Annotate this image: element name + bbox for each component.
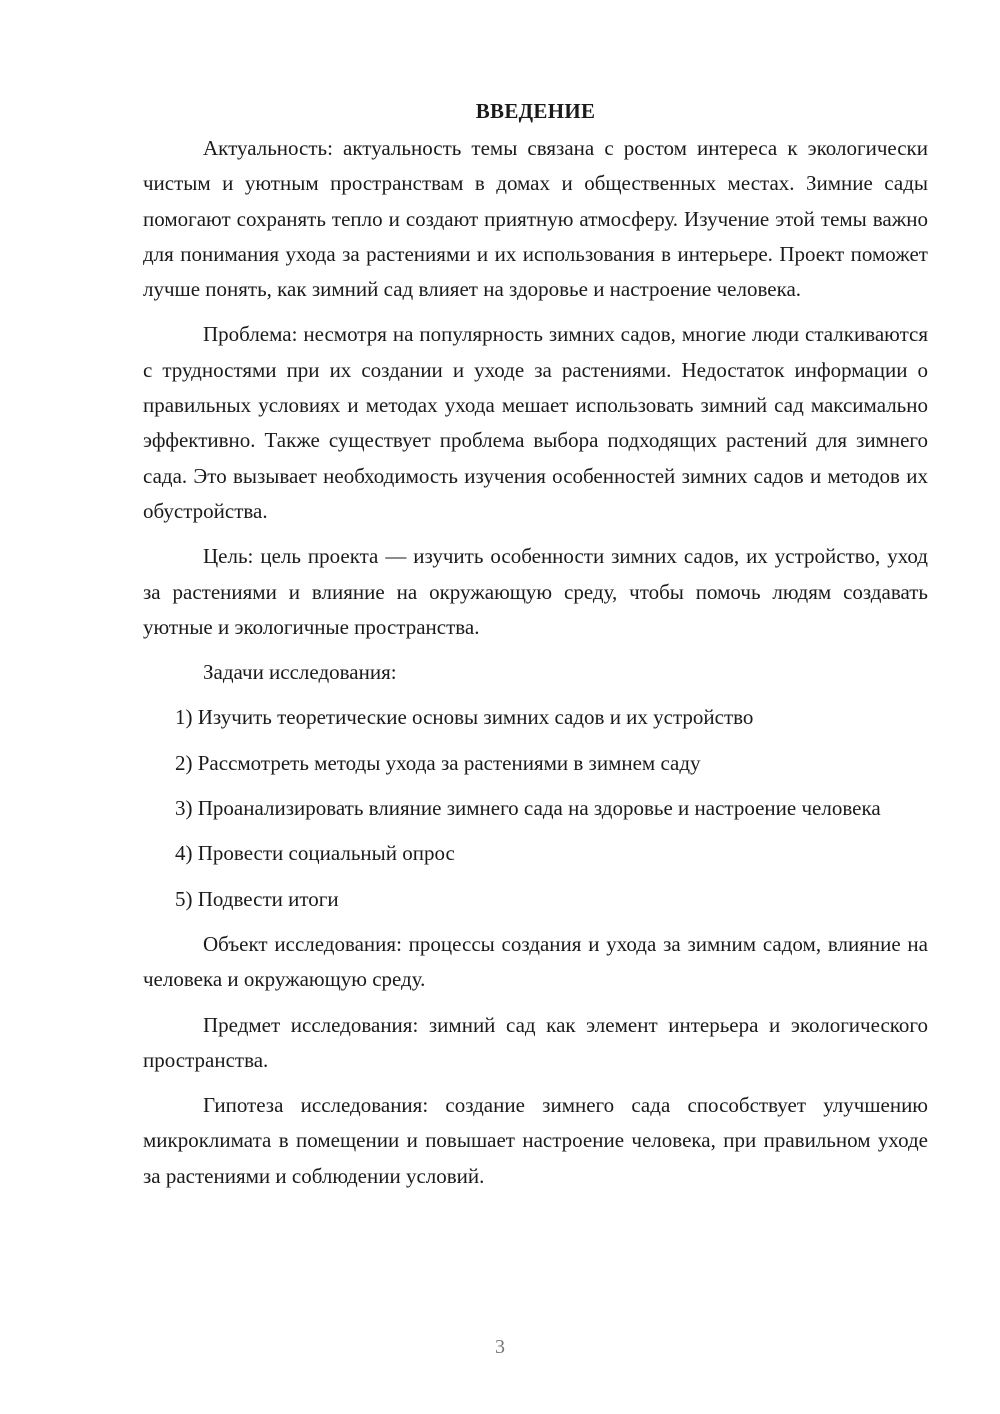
paragraph-object: Объект исследования: процессы создания и ухода за зимним садом, влияние на человека и окружающую среду. (143, 931, 928, 992)
task-item-3: 3) Проанализировать влияние зимнего сада на здоровье и настроение человека (175, 796, 881, 821)
section-title: ВВЕДЕНИЕ (475, 99, 596, 123)
tasks-heading: Задачи исследования: (203, 660, 397, 685)
task-item-2: 2) Рассмотреть методы ухода за растениями в зимнем саду (175, 750, 701, 775)
paragraph-goal: Цель: цель проекта — изучить особенности зимних садов, их устройство, уход за растениями и влияние на окружающую среду, чтобы помочь людям создавать уютные и экологичные пространства. (143, 544, 928, 639)
document-page (143, 97, 928, 1204)
task-item-1: 1) Изучить теоретические основы зимних садов и их устройство (175, 705, 754, 730)
paragraph-relevance: Актуальность: актуальность темы связана с ростом интереса к экологически чистым и уютным пространствам в домах и общественных местах. Зимние сады помогают сохранять тепло и создают приятную атмосферу. Изучение этой темы важно для понимания ухода за растениями и их использования в интерьере. Проект поможет лучше понять, как зимний сад влияет на здоровье и настроение человека. (143, 136, 928, 302)
paragraph-hypothesis: Гипотеза исследования: создание зимнего сада способствует улучшению микроклимата в помещении и повышает настроение человека, при правильном уходе за растениями и соблюдении условий. (143, 1093, 928, 1188)
paragraph-subject: Предмет исследования: зимний сад как элемент интерьера и экологического пространства. (143, 1012, 928, 1072)
page-number: 3 (495, 1336, 505, 1358)
task-item-4: 4) Провести социальный опрос (175, 841, 455, 866)
paragraph-problem: Проблема: несмотря на популярность зимних садов, многие люди сталкиваются с трудностями при их создании и уходе за растениями. Недостаток информации о правильных условиях и методах ухода мешает использовать зимний сад максимально эффективно. Также существует проблема выбора подходящих растений для зимнего сада. Это вызывает необходимость изучения особенностей зимних садов и методов их обустройства. (143, 322, 928, 523)
task-item-5: 5) Подвести итоги (175, 886, 339, 911)
